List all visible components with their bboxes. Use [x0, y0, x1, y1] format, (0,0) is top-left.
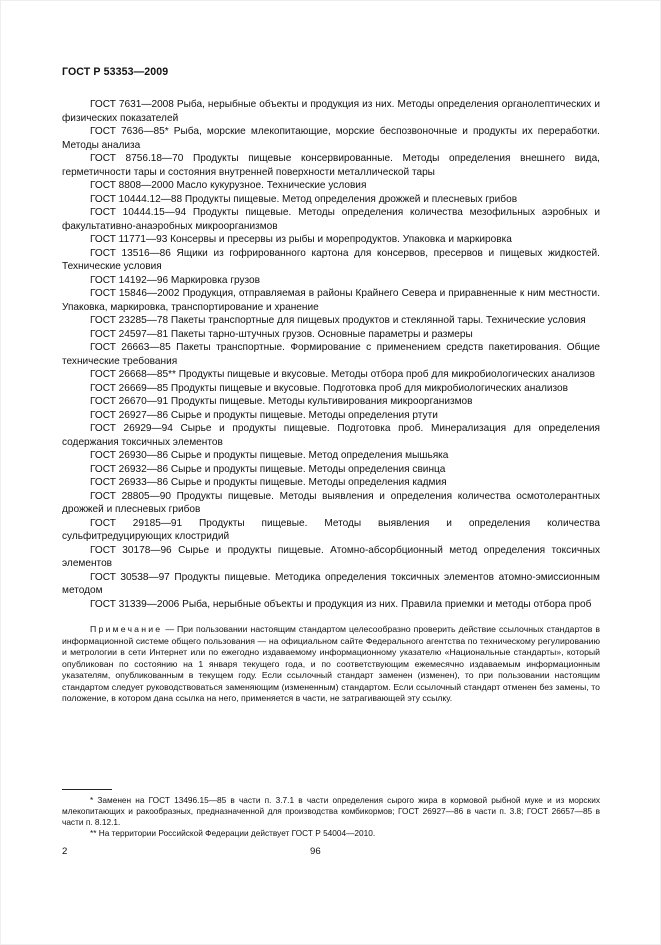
reference-item: ГОСТ 8808—2000 Масло кукурузное. Технические условия [90, 180, 367, 191]
reference-item: ГОСТ 30538—97 Продукты пищевые. Методика определения токсичных элементов атомно-эмиссионным методом [62, 571, 600, 596]
reference-item: ГОСТ 8756.18—70 Продукты пищевые консервированные. Методы определения внешнего вида, герметичности тары и состояния внутренней поверхности металлической тары [62, 153, 600, 178]
page-number-left: 2 [62, 846, 68, 857]
reference-item: ГОСТ 11771—93 Консервы и пресервы из рыбы и морепродуктов. Упаковка и маркировка [90, 234, 512, 245]
reference-list [62, 98, 600, 611]
reference-item: ГОСТ 10444.15—94 Продукты пищевые. Методы определения количества мезофильных аэробных и факультативно-анаэробных микроорганизмов [62, 207, 600, 232]
reference-item: ГОСТ 31339—2006 Рыба, нерыбные объекты и продукция из них. Правила приемки и методы отбора проб [90, 598, 592, 610]
reference-item: ГОСТ 23285—78 Пакеты транспортные для пищевых продуктов и стеклянной тары. Технические условия [90, 315, 586, 326]
reference-item: ГОСТ 26927—86 Сырье и продукты пищевые. Методы определения ртути [90, 409, 438, 421]
reference-item: ГОСТ 10444.12—88 Продукты пищевые. Метод определения дрожжей и плесневых грибов [90, 193, 518, 205]
page-content [62, 98, 600, 713]
page-header: ГОСТ Р 53353—2009 [62, 66, 169, 78]
note-text: — При пользовании настоящим стандартом целесообразно проверить действие ссылочных стандартов в информационной системе общего пользования — на официальном сайте Федерального агентства по техническому регулированию и метрологии в сети Интернет или по ежегодно издаваемому информационному указателю «Национальные стандарты», который опубликован по состоянию на 1 января текущего года, и по соответствующим ежемесячно издаваемым информационным указателям, опубликованным в текущем году. Если ссылочный стандарт заменен (изменен), то при пользовании настоящим стандартом следует руководствоваться заменяющим (измененным) стандартом. Если ссылочный стандарт отменен без замены, то положение, в котором дана ссылка на него, применяется в части, не затрагивающей эту ссылку. [62, 624, 600, 703]
reference-item: ГОСТ 13516—86 Ящики из гофрированного картона для консервов, пресервов и пищевых жидкостей. Технические условия [62, 247, 600, 272]
reference-item: ГОСТ 15846—2002 Продукция, отправляемая в районы Крайнего Севера и приравненные к ним местности. Упаковка, маркировка, транспортирование и хранение [62, 288, 600, 313]
reference-item: ГОСТ 26929—94 Сырье и продукты пищевые. Подготовка проб. Минерализация для определения содержания токсичных элементов [62, 423, 600, 448]
reference-item: ГОСТ 29185—91 Продукты пищевые. Методы выявления и определения количества сульфитредуцирующих клостридий [62, 517, 600, 542]
footnotes [62, 795, 600, 839]
reference-item: ГОСТ 24597—81 Пакеты тарно-штучных грузов. Основные параметры и размеры [90, 328, 473, 340]
reference-item: ГОСТ 14192—96 Маркировка грузов [90, 274, 261, 286]
footnote-divider [62, 789, 112, 790]
page-number-center: 96 [310, 846, 321, 857]
note-label: Примечание [90, 624, 163, 634]
reference-item: ГОСТ 26669—85 Продукты пищевые и вкусовые. Подготовка проб для микробиологических анализов [90, 382, 568, 394]
reference-item: ГОСТ 7636—85* Рыба, морские млекопитающие, морские беспозвоночные и продукты их переработки. Методы анализа [62, 126, 600, 151]
note-paragraph [62, 624, 600, 705]
reference-item: ГОСТ 26930—86 Сырье и продукты пищевые. Метод определения мышьяка [90, 450, 449, 461]
reference-item: ГОСТ 26663—85 Пакеты транспортные. Формирование с применением средств пакетирования. Общие технические требования [62, 342, 600, 367]
footnote-item: ** На территории Российской Федерации действует ГОСТ Р 54004—2010. [90, 828, 376, 838]
reference-item: ГОСТ 26668—85** Продукты пищевые и вкусовые. Методы отбора проб для микробиологических анализов [90, 369, 595, 380]
reference-item: ГОСТ 26933—86 Сырье и продукты пищевые. Методы определения кадмия [90, 477, 447, 488]
footnote-item: * Заменен на ГОСТ 13496.15—85 в части п. 3.7.1 в части определения сырого жира в кормовой рыбной муке и из морских млекопитающих и ракообразных, предназначенной для производства комбикормов; ГОСТ 26927—86 в части п. 3.8; ГОСТ 26657—85 в части п. 8.12.1. [62, 795, 600, 827]
reference-item: ГОСТ 26670—91 Продукты пищевые. Методы культивирования микроорганизмов [90, 396, 473, 407]
reference-item: ГОСТ 30178—96 Сырье и продукты пищевые. Атомно-абсорбционный метод определения токсичных элементов [62, 544, 600, 569]
reference-item: ГОСТ 7631—2008 Рыба, нерыбные объекты и продукция из них. Методы определения органолептических и физических показателей [62, 99, 600, 124]
reference-item: ГОСТ 26932—86 Сырье и продукты пищевые. Методы определения свинца [90, 463, 446, 475]
reference-item: ГОСТ 28805—90 Продукты пищевые. Методы выявления и определения количества осмотолерантных дрожжей и плесневых грибов [62, 490, 600, 515]
